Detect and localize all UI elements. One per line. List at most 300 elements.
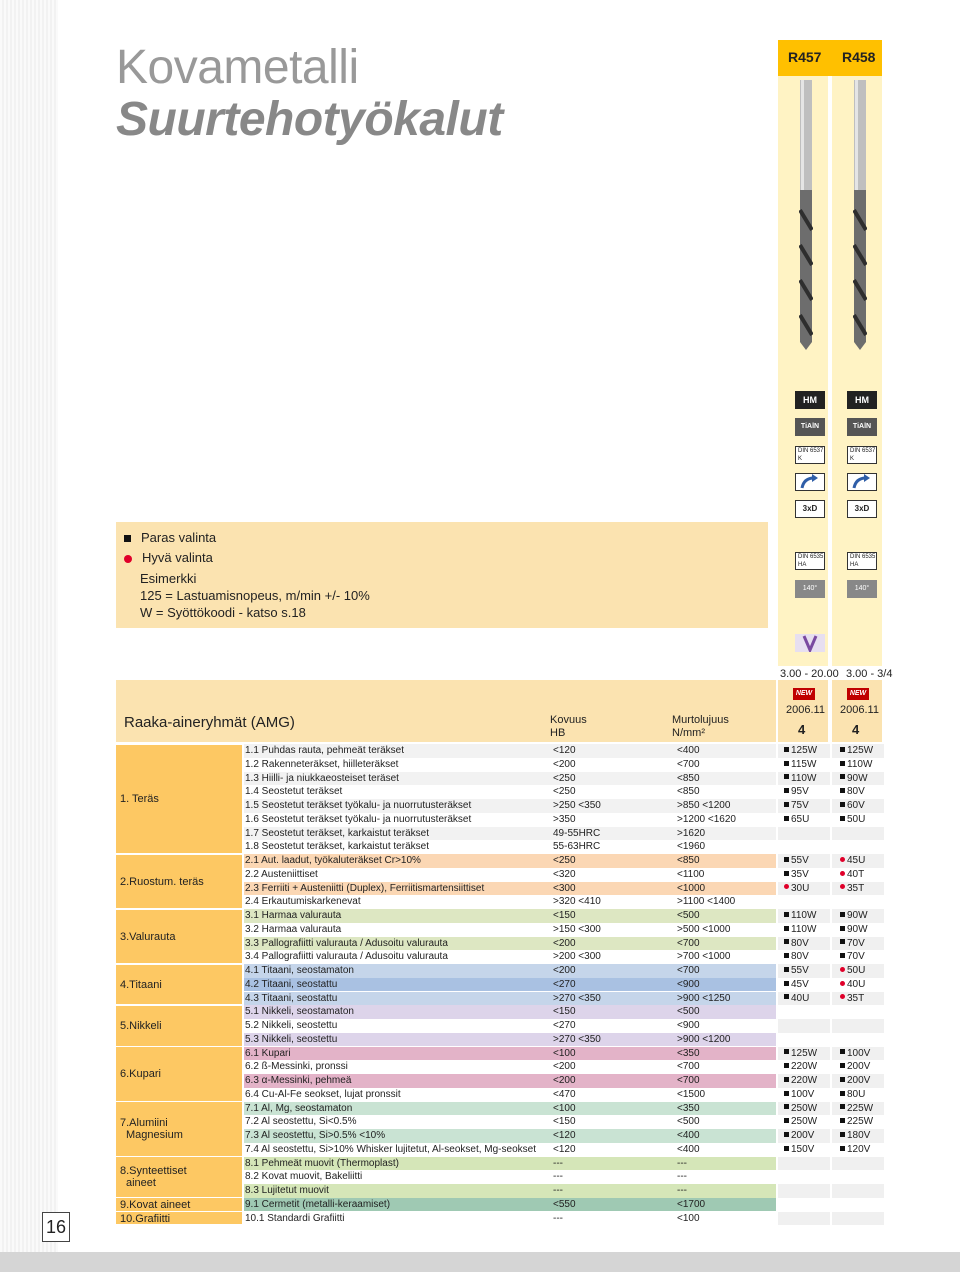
material-name: 2.1 Aut. laadut, työkaluteräkset Cr>10% [245, 855, 421, 866]
cutting-speed-text: 40T [847, 868, 865, 880]
material-name: 8.2 Kovat muovit, Bakeliitti [245, 1171, 363, 1183]
strength-value: <700 [677, 1075, 700, 1086]
square-marker-icon [784, 912, 789, 917]
table-row [244, 937, 776, 951]
strength-value: <1000 [677, 882, 706, 894]
cutting-speed-value [840, 1088, 865, 1102]
material-group [116, 910, 242, 964]
cutting-speed-text: 110W [791, 923, 817, 935]
cutting-speed-value [784, 964, 809, 978]
material-name: 1.7 Seostetut teräkset, karkaistut teräkset [245, 827, 429, 839]
square-marker-icon [840, 953, 845, 958]
product-range-1: 3.00 - 20.00 [780, 668, 839, 680]
material-name: 2.4 Erkautumiskarkenevat [245, 896, 361, 908]
square-marker-icon [784, 981, 789, 986]
square-marker-icon [784, 1049, 789, 1054]
hardness-value: <300 [553, 882, 576, 894]
coolant-arrow-icon [847, 473, 877, 491]
material-name: 1.2 Rakenneteräkset, hiilleteräkset [245, 758, 399, 770]
cutting-speed-text: 250W [791, 1102, 818, 1114]
legend-best: Paras valinta [124, 530, 216, 545]
product-cell-bg [778, 895, 830, 909]
cutting-speed-text: 95V [791, 786, 809, 798]
cutting-speed-text: 45U [847, 855, 866, 866]
hardness-value: >270 <350 [553, 1033, 601, 1045]
cutting-speed-text: 90W [847, 923, 868, 935]
hardness-value: >250 <350 [553, 800, 601, 811]
product-cell-bg [832, 1184, 884, 1198]
new-badge-icon: NEW [847, 688, 869, 700]
cutting-speed-value [784, 1102, 817, 1116]
cutting-speed-text: 80V [847, 786, 865, 798]
hardness-value: >150 <300 [553, 923, 601, 935]
length-3xd-icon: 3xD [795, 500, 825, 518]
product-cell-bg [832, 1157, 884, 1171]
product-cell-bg [832, 1019, 884, 1033]
cutting-speed-value [840, 909, 868, 923]
material-name: 8.3 Lujitetut muovit [245, 1185, 329, 1196]
square-marker-icon [784, 1132, 789, 1137]
square-marker-icon [840, 774, 845, 779]
hardness-value: --- [553, 1212, 563, 1224]
cutting-speed-value [840, 937, 865, 951]
material-group-label: 4.Titaani [120, 978, 162, 991]
material-group-label: 3.Valurauta [120, 930, 176, 943]
square-marker-icon [784, 788, 789, 793]
dot-marker-icon [784, 884, 789, 889]
strength-value: --- [677, 1157, 687, 1169]
square-marker-icon [784, 967, 789, 972]
cutting-speed-text: 40U [791, 992, 810, 1004]
square-marker-icon [840, 939, 845, 944]
cutting-speed-text: 225W [847, 1102, 874, 1114]
table-row [244, 1005, 776, 1019]
cutting-speed-value [784, 758, 816, 772]
strength-value: --- [677, 1171, 687, 1183]
strength-value: <400 [677, 745, 700, 756]
legend-example: Esimerkki 125 = Lastuamisnopeus, m/min +/- 10% W = Syöttökoodi - katso s.18 [140, 571, 370, 620]
table-row [244, 950, 776, 964]
material-group [116, 1198, 242, 1210]
material-group [116, 965, 242, 1005]
product-header [778, 40, 882, 76]
table-row [244, 882, 776, 896]
strength-value: --- [677, 1185, 687, 1196]
cutting-speed-value [840, 744, 873, 758]
hardness-value: <250 [553, 772, 576, 784]
cutting-speed-value [840, 868, 864, 882]
table-row [244, 758, 776, 772]
material-name: 1.3 Hiilli- ja niukkaeosteiset teräset [245, 772, 399, 784]
square-marker-icon [124, 535, 131, 542]
left-stripe [0, 0, 58, 1272]
square-marker-icon [784, 1077, 789, 1082]
hardness-value: <270 [553, 1020, 576, 1031]
product-cell-bg [778, 1157, 830, 1171]
coolant-arrow-icon [795, 473, 825, 491]
table-row [244, 785, 776, 799]
hardness-value: <250 [553, 786, 576, 798]
strength-value: <500 [677, 1116, 700, 1128]
cutting-speed-text: 55V [791, 965, 809, 976]
cutting-speed-value [784, 785, 809, 799]
cutting-speed-value [784, 909, 816, 923]
tialn-coating-icon: TiAlN [795, 418, 825, 436]
product-cell-bg [832, 1033, 884, 1047]
cutting-speed-value [840, 1129, 870, 1143]
material-name: 3.1 Harmaa valurauta [245, 910, 342, 921]
cutting-speed-value [784, 923, 816, 937]
material-group-label: 1. Teräs [120, 793, 159, 806]
table-row [244, 799, 776, 813]
drill-image-1 [799, 80, 813, 350]
cutting-speed-value [840, 1047, 870, 1061]
cutting-speed-value [784, 799, 809, 813]
cutting-speed-text: 120V [847, 1143, 871, 1155]
cutting-speed-value [840, 923, 868, 937]
material-name: 5.3 Nikkeli, seostettu [245, 1033, 338, 1045]
dot-marker-icon [124, 555, 132, 563]
material-group [116, 745, 242, 854]
cutting-speed-text: 65U [791, 813, 810, 825]
legend-box [116, 522, 768, 628]
cutting-speed-text: 110W [847, 758, 873, 770]
cutting-speed-text: 35T [847, 882, 865, 894]
hardness-value: <120 [553, 1143, 576, 1155]
legend-good: Hyvä valinta [124, 550, 213, 565]
square-marker-icon [784, 802, 789, 807]
strength-value: <700 [677, 758, 700, 770]
square-marker-icon [840, 802, 845, 807]
cutting-speed-text: 75V [791, 800, 809, 811]
product-cell-bg [832, 895, 884, 909]
square-marker-icon [784, 774, 789, 779]
product-cell-bg [832, 1170, 884, 1184]
cutting-speed-text: 125W [791, 1047, 818, 1059]
material-group [116, 855, 242, 909]
hardness-value: <270 [553, 978, 576, 990]
hardness-value: >200 <300 [553, 951, 601, 963]
cutting-speed-value [840, 1102, 873, 1116]
cutting-speed-text: 200V [847, 1075, 871, 1086]
material-name: 6.2 ß-Messinki, pronssi [245, 1061, 348, 1073]
header-group: Raaka-aineryhmät (AMG) [124, 714, 295, 731]
material-group [116, 1157, 242, 1197]
material-name: 3.2 Harmaa valurauta [245, 923, 342, 935]
square-marker-icon [840, 747, 845, 752]
cutting-speed-value [784, 854, 809, 868]
strength-value: <700 [677, 965, 700, 976]
header-strength: Murtolujuus N/mm² [672, 714, 729, 739]
material-name: 4.2 Titaani, seostattu [245, 978, 338, 990]
point-angle-icon: 140° [795, 580, 825, 598]
table-row [244, 1198, 776, 1212]
square-marker-icon [840, 1077, 845, 1082]
strength-value: <1100 [677, 868, 705, 880]
cutting-speed-text: 45V [791, 978, 809, 990]
cutting-speed-text: 90W [847, 772, 868, 784]
cutting-speed-text: 35T [847, 992, 865, 1004]
cutting-speed-text: 150V [791, 1143, 815, 1155]
cutting-speed-text: 115W [791, 758, 817, 770]
material-name: 9.1 Cermetit (metalli-keraamiset) [245, 1198, 391, 1210]
cutting-speed-value [784, 1074, 817, 1088]
material-name: 7.2 Al seostettu, Si<0.5% [245, 1116, 357, 1128]
page-title: Kovametalli [116, 41, 359, 94]
strength-value: <100 [677, 1212, 700, 1224]
cutting-speed-value [784, 1143, 814, 1157]
table-row [244, 840, 776, 854]
cutting-speed-text: 80V [791, 951, 809, 963]
hardness-value: <150 [553, 1006, 576, 1018]
material-group [116, 1006, 242, 1046]
page-number: 16 [42, 1212, 70, 1242]
cutting-speed-value [840, 785, 865, 799]
square-marker-icon [784, 871, 789, 876]
cutting-speed-value [840, 813, 865, 827]
strength-value: <350 [677, 1047, 700, 1059]
material-name: 1.8 Seostetut teräkset, karkaistut teräkset [245, 841, 429, 853]
table-row [244, 1129, 776, 1143]
cutting-speed-text: 50U [847, 813, 866, 825]
square-marker-icon [840, 1104, 845, 1109]
strength-value: <700 [677, 937, 700, 949]
strength-value: <1960 [677, 841, 706, 853]
strength-value: <900 [677, 978, 700, 990]
cutting-speed-text: 80V [791, 937, 809, 949]
cutting-speed-text: 125W [791, 745, 818, 756]
table-row [244, 1184, 776, 1198]
table-row [244, 868, 776, 882]
square-marker-icon [784, 857, 789, 862]
cutting-speed-text: 225W [847, 1116, 874, 1128]
hardness-value: <470 [553, 1088, 576, 1100]
strength-value: <850 [677, 786, 700, 798]
product-code-1: R457 [788, 49, 822, 65]
cutting-speed-text: 125W [847, 745, 874, 756]
material-name: 1.4 Seostetut teräkset [245, 786, 343, 798]
din-6535-icon: DIN 6535 HA [795, 552, 825, 570]
cutting-speed-value [784, 744, 817, 758]
material-name: 5.2 Nikkeli, seostettu [245, 1020, 338, 1031]
cutting-speed-value [784, 1060, 817, 1074]
product-cell-bg [832, 840, 884, 854]
cutting-speed-text: 200V [791, 1130, 815, 1141]
hardness-value: <200 [553, 758, 576, 770]
table-row [244, 1033, 776, 1047]
product-cell-bg [778, 1198, 830, 1212]
material-name: 7.3 Al seostettu, Si>0.5% <10% [245, 1130, 386, 1141]
cutting-speed-text: 110W [791, 910, 817, 921]
cutting-speed-text: 90W [847, 910, 868, 921]
table-row [244, 744, 776, 758]
product-date-1: 2006.11 [786, 704, 825, 716]
bottom-bar [0, 1252, 960, 1272]
header-hardness: Kovuus HB [550, 714, 587, 739]
table-row [244, 1047, 776, 1061]
square-marker-icon [840, 788, 845, 793]
hardness-value: --- [553, 1157, 563, 1169]
material-name: 7.1 Al, Mg, seostamaton [245, 1102, 353, 1114]
hardness-value: <320 [553, 868, 576, 880]
strength-value: <1700 [677, 1198, 706, 1210]
hardness-value: >350 [553, 813, 576, 825]
flute-icon [795, 634, 825, 652]
cutting-speed-value [784, 772, 816, 786]
cutting-speed-value [840, 950, 865, 964]
length-3xd-icon: 3xD [847, 500, 877, 518]
din-6535-icon: DIN 6535 HA [847, 552, 877, 570]
din-6537-icon: DIN 6537 K [795, 446, 825, 464]
square-marker-icon [840, 926, 845, 931]
left-margin [0, 0, 60, 1272]
square-marker-icon [784, 761, 789, 766]
product-cell-bg [778, 1184, 830, 1198]
point-angle-icon: 140° [847, 580, 877, 598]
cutting-speed-value [784, 1115, 817, 1129]
strength-value: >900 <1250 [677, 992, 731, 1004]
material-name: 6.4 Cu-Al-Fe seokset, lujat pronssit [245, 1088, 401, 1100]
product-cell-bg [778, 1005, 830, 1019]
table-row [244, 1060, 776, 1074]
strength-value: <500 [677, 1006, 700, 1018]
material-group-label: 7.Alumiini Magnesium [120, 1117, 183, 1141]
cutting-speed-text: 220W [791, 1075, 818, 1086]
hardness-value: <150 [553, 910, 576, 921]
product-code-2: R458 [842, 49, 876, 65]
cutting-speed-value [784, 868, 809, 882]
square-marker-icon [840, 1049, 845, 1054]
material-group [116, 1212, 242, 1224]
dot-marker-icon [840, 994, 845, 999]
square-marker-icon [784, 816, 789, 821]
material-name: 8.1 Pehmeät muovit (Thermoplast) [245, 1157, 399, 1169]
product-depth-1: 4 [798, 722, 806, 737]
material-name: 2.3 Ferriiti + Austeniitti (Duplex), Ferriitismartensiittiset [245, 882, 485, 894]
square-marker-icon [840, 816, 845, 821]
square-marker-icon [840, 1063, 845, 1068]
table-row [244, 1157, 776, 1171]
square-marker-icon [784, 939, 789, 944]
hardness-value: <200 [553, 937, 576, 949]
table-row [244, 827, 776, 841]
square-marker-icon [784, 1104, 789, 1109]
cutting-speed-text: 100V [847, 1047, 871, 1059]
strength-value: <500 [677, 910, 700, 921]
product-cell-bg [778, 1212, 830, 1226]
cutting-speed-value [784, 1088, 814, 1102]
product-date-2: 2006.11 [840, 704, 879, 716]
strength-value: <700 [677, 1061, 700, 1073]
cutting-speed-text: 220W [791, 1061, 818, 1073]
strength-value: <400 [677, 1130, 700, 1141]
strength-value: <850 [677, 772, 700, 784]
material-group-label: 2.Ruostum. teräs [120, 875, 204, 888]
table-row [244, 1102, 776, 1116]
square-marker-icon [784, 1146, 789, 1151]
product-cell-bg [832, 827, 884, 841]
product-range-2: 3.00 - 3/4 [846, 668, 893, 680]
cutting-speed-text: 40U [847, 978, 866, 990]
hardness-value: <250 [553, 855, 576, 866]
material-name: 2.2 Austeniittiset [245, 868, 318, 880]
dot-marker-icon [840, 857, 845, 862]
square-marker-icon [840, 1091, 845, 1096]
hardness-value: <200 [553, 1061, 576, 1073]
table-row [244, 772, 776, 786]
cutting-speed-value [840, 1074, 870, 1088]
hardness-value: <100 [553, 1047, 576, 1059]
strength-value: >1620 [677, 827, 706, 839]
square-marker-icon [784, 1063, 789, 1068]
material-group-label: 5.Nikkeli [120, 1020, 162, 1033]
square-marker-icon [784, 747, 789, 752]
square-marker-icon [784, 1091, 789, 1096]
material-group [116, 1047, 242, 1101]
strength-value: >850 <1200 [677, 800, 731, 811]
cutting-speed-value [840, 1060, 870, 1074]
material-name: 1.1 Puhdas rauta, pehmeät teräkset [245, 745, 404, 756]
material-name: 6.3 α-Messinki, pehmeä [245, 1075, 352, 1086]
product-cell-bg [832, 1005, 884, 1019]
cutting-speed-text: 50U [847, 965, 866, 976]
hardness-value: <120 [553, 1130, 576, 1141]
cutting-speed-value [840, 799, 865, 813]
cutting-speed-text: 70V [847, 937, 865, 949]
new-badge-icon: NEW [793, 688, 815, 700]
table-row [244, 992, 776, 1006]
cutting-speed-value [784, 950, 809, 964]
strength-value: <400 [677, 1143, 700, 1155]
drill-image-2 [853, 80, 867, 350]
hardness-value: >320 <410 [553, 896, 601, 908]
strength-value: <900 [677, 1020, 700, 1031]
table-row [244, 813, 776, 827]
cutting-speed-text: 180V [847, 1130, 871, 1141]
table-row [244, 909, 776, 923]
table-row [244, 1115, 776, 1129]
hardness-value: 49-55HRC [553, 827, 601, 839]
material-group-label: 9.Kovat aineet [120, 1198, 191, 1211]
hardness-value: <120 [553, 745, 576, 756]
table-row [244, 1143, 776, 1157]
cutting-speed-value [784, 1047, 817, 1061]
square-marker-icon [784, 994, 789, 999]
dot-marker-icon [840, 967, 845, 972]
product-cell-bg [778, 1033, 830, 1047]
hardness-value: <200 [553, 965, 576, 976]
table-row [244, 895, 776, 909]
cutting-speed-value [840, 1143, 870, 1157]
square-marker-icon [840, 761, 845, 766]
material-group-label: 10.Grafiitti [120, 1212, 171, 1225]
table-row [244, 1088, 776, 1102]
strength-value: >900 <1200 [677, 1033, 731, 1045]
cutting-speed-value [784, 978, 809, 992]
strength-value: >1200 <1620 [677, 813, 736, 825]
din-6537-icon: DIN 6537 K [847, 446, 877, 464]
strength-value: <350 [677, 1102, 700, 1114]
table-row [244, 1170, 776, 1184]
hardness-value: <550 [553, 1198, 576, 1210]
hardness-value: <150 [553, 1116, 576, 1128]
strength-value: <1500 [677, 1088, 706, 1100]
material-name: 3.4 Pallografiitti valurauta / Adusoitu valurauta [245, 951, 448, 963]
table-row [244, 1019, 776, 1033]
cutting-speed-value [840, 1115, 873, 1129]
material-name: 1.5 Seostetut teräkset työkalu- ja nuorrutusteräkset [245, 800, 472, 811]
material-group [116, 1102, 242, 1156]
